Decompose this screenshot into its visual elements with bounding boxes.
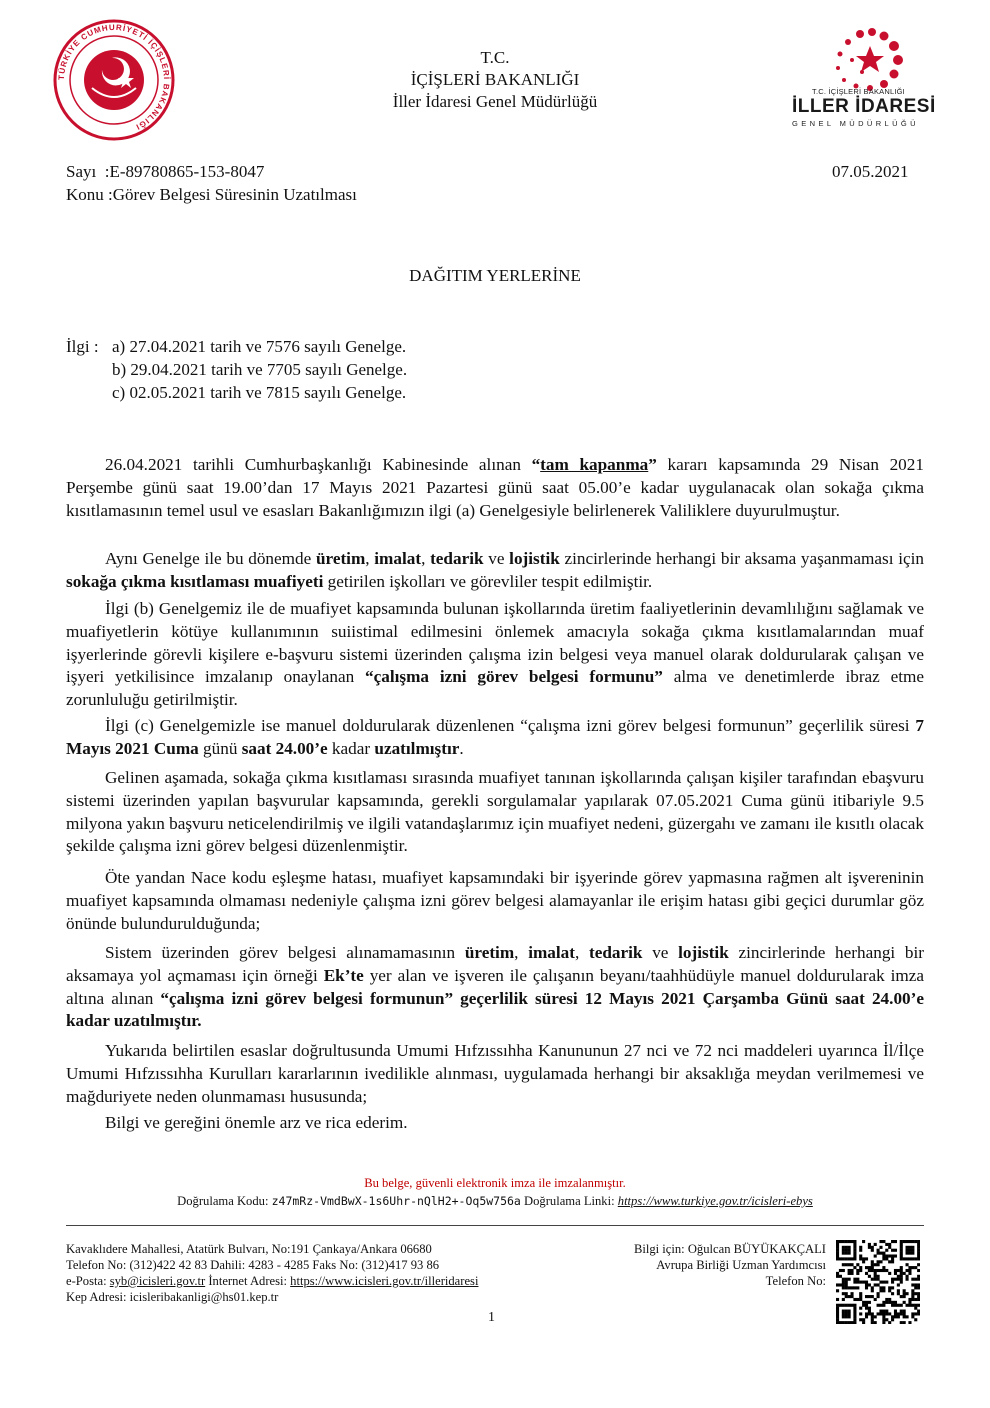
logo-sub-text: GENEL MÜDÜRLÜĞÜ	[792, 119, 919, 128]
header-line-tc: T.C.	[480, 48, 510, 67]
footer-phone: Telefon No: (312)422 42 83 Dahili: 4283 - 4285 Faks No: (312)417 93 86	[66, 1258, 440, 1272]
sayi-line	[66, 160, 264, 183]
document-date: 07.05.2021	[832, 162, 909, 181]
footer-email-web: e-Posta: syb@icisleri.gov.tr İnternet Adresi: https://www.icisleri.gov.tr/illeridaresi	[66, 1274, 479, 1288]
paragraph-5: Gelinen aşamada, sokağa çıkma kısıtlaması sırasında muafiyet tanınan işkollarında çalışan kişiler tarafından ebaşvuru sistemi üzerinden yapılan başvurular kapsamında, gerekli sorgulamalar yapılarak 07.05.2021 Cuma günü itibariyle 9.5 milyona yakın başvuru neticelendirilmiş ve ilgili vatandaşlarımız için muafiyet nedeni, güzergahı ve zamanı ile kısıtlı olacak şekilde çalışma izni görev belgesi düzenlenmiştir.	[66, 768, 924, 856]
header-ministry: İÇİŞLERİ BAKANLIĞI	[410, 70, 580, 89]
ilgi-label: İlgi :	[66, 337, 99, 356]
footer-info-name: Bilgi için: Oğulcan BÜYÜKAKÇALI	[633, 1242, 826, 1256]
konu-label: Konu	[66, 185, 104, 204]
paragraph-1: 26.04.2021 tarihli Cumhurbaşkanlığı Kabinesinde alınan “tam kapanma” kararı kapsamında 29 Nisan 2021 Perşembe günü saat 19.00’dan 17 Mayıs 2021 Pazartesi günü saat 05.00’e kadar uygulanacak olan sokağa çıkma kısıtlamasının temel usul ve esasları Bakanlığımızın ilgi (a) Genelgesiyle belirlenerek Valiliklere duyurulmuştur.	[66, 455, 924, 520]
ilgi-a: a) 27.04.2021 tarih ve 7576 sayılı Genelge.	[112, 337, 407, 356]
footer-info-phone: Telefon No:	[765, 1274, 826, 1288]
sayi-label: Sayı	[66, 162, 97, 181]
header-directorate: İller İdaresi Genel Müdürlüğü	[392, 92, 598, 111]
paragraph-6: Öte yandan Nace kodu eşleşme hatası, muafiyet kapsamındaki bir işyerinde görev yapmasına rağmen alt işvereninin muafiyet kapsamında olmaması nedeniyle çalışma izni görev belgesi alamayanlar ile erişim hatası gibi geçici durumlar göz önünde bulundurulduğunda;	[66, 868, 924, 933]
qr-code	[836, 1240, 920, 1324]
verification-line	[0, 1194, 990, 1210]
paragraph-9: Bilgi ve gereğini önemle arz ve rica ederim.	[105, 1113, 408, 1132]
verification-code-label: Doğrulama Kodu:	[177, 1194, 269, 1208]
recipient: DAĞITIM YERLERİNE	[409, 266, 581, 285]
logo-main-text: İLLER İDARESİ	[792, 96, 936, 117]
paragraph-7: Sistem üzerinden görev belgesi alınamamasının üretim, imalat, tedarik ve lojistik zincirlerinde herhangi bir aksamaya yol açmaması için örneği Ek’te yer alan ve işveren ile çalışanın beyanı/taahhüdüyle manuel doldurularak imza altına alınan “çalışma izni görev belgesi formunun” geçerlilik süresi 12 Mayıs 2021 Çarşamba Günü saat 24.00’e kadar uzatılmıştır.	[66, 943, 925, 1031]
ilgi-b: b) 29.04.2021 tarih ve 7705 sayılı Genelge.	[112, 360, 408, 379]
footer-web-link[interactable]: https://www.icisleri.gov.tr/illeridaresi	[290, 1274, 479, 1288]
logo-small-text: T.C. İÇİŞLERİ BAKANLIĞI	[812, 87, 905, 96]
footer-address: Kavaklıdere Mahallesi, Atatürk Bulvarı, No:191 Çankaya/Ankara 06680	[66, 1242, 432, 1256]
footer-divider	[66, 1225, 924, 1226]
paragraph-3: İlgi (b) Genelgemiz ile de muafiyet kapsamında bulunan işkollarında üretim faaliyetlerinin devamlılığını sağlamak ve muafiyetlerin kötüye kullanımının suiistimal edilmesini önlemek amacıyla sokağa çıkma kısıtlamalarından muaf işyerlerinde görevli kişilere e-başvuru sistemi üzerinden çalışma izin belgesi veya manuel olarak doldurularak çalışan ve işyeri yetkilisince imzalanıp onaylanan “çalışma izni görev belgesi formunu” alma ve denetimlerde ibraz etme zorunluluğu getirilmiştir.	[66, 599, 925, 710]
paragraph-4: İlgi (c) Genelgemizle ise manuel doldurularak düzenlenen “çalışma izni görev belgesi formunun” geçerlilik süresi 7 Mayıs 2021 Cuma günü saat 24.00’e kadar uzatılmıştır.	[66, 716, 924, 758]
footer-info-title: Avrupa Birliği Uzman Yardımcısı	[656, 1258, 826, 1272]
verification-code: z47mRz-VmdBwX-1s6Uhr-nQlH2+-Oq5w756a	[271, 1194, 521, 1208]
ilgi-c: c) 02.05.2021 tarih ve 7815 sayılı Genelge.	[112, 383, 407, 402]
footer-kep: Kep Adresi: icisleribakanligi@hs01.kep.tr	[66, 1290, 279, 1304]
esignature-notice: Bu belge, güvenli elektronik imza ile imzalanmıştır.	[364, 1176, 626, 1190]
page-number: 1	[488, 1310, 495, 1325]
verification-link-label: Doğrulama Linki:	[524, 1194, 615, 1208]
konu-value: :Görev Belgesi Süresinin Uzatılması	[108, 185, 357, 204]
konu-line	[66, 183, 357, 206]
sayi-value: :E-89780865-153-8047	[104, 162, 265, 181]
verification-link[interactable]: https://www.turkiye.gov.tr/icisleri-ebys	[617, 1194, 813, 1208]
footer-email-link[interactable]: syb@icisleri.gov.tr	[109, 1274, 206, 1288]
svg-text:TÜRKİYE CUMHURİYETİ İÇİŞLERİ B: TÜRKİYE CUMHURİYETİ İÇİŞLERİ BAKANLIĞI	[56, 22, 172, 132]
paragraph-8: Yukarıda belirtilen esaslar doğrultusunda Umumi Hıfzıssıhha Kanununun 27 nci ve 72 nci maddeleri uyarınca İl/İlçe Umumi Hıfzıssıhha Kurulları kararlarının ivedilikle alınması, uygulamada herhangi bir aksaklığa meydan verilmemesi ve mağduriyete neden olunmaması hususunda;	[66, 1041, 924, 1106]
paragraph-2: Aynı Genelge ile bu dönemde üretim, imalat, tedarik ve lojistik zincirlerinde herhangi bir aksama yaşanmaması için sokağa çıkma kısıtlaması muafiyeti getirilen işkolları ve görevliler tespit edilmiştir.	[66, 549, 924, 591]
